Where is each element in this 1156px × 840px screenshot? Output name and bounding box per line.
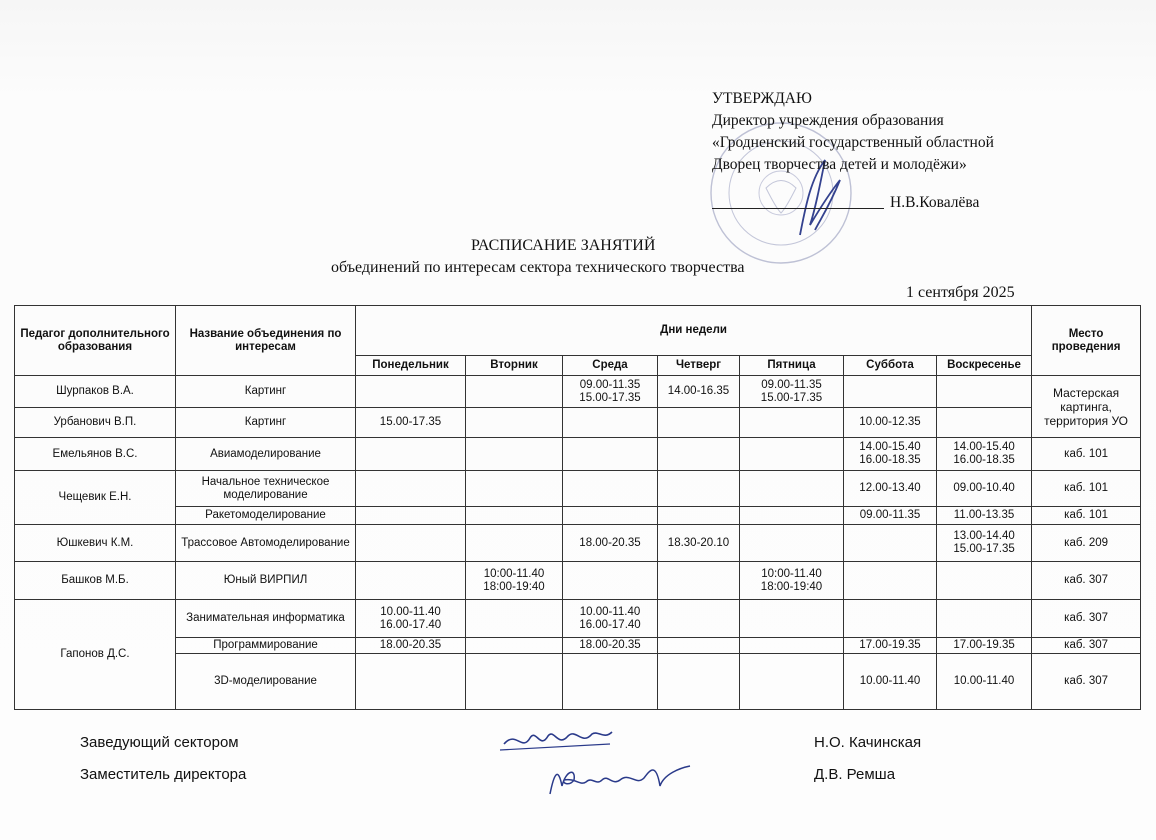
cell-place: Мастерская картинга, территория УО <box>1032 376 1141 438</box>
cell-saturday <box>844 525 937 562</box>
cell-sunday <box>937 600 1032 638</box>
time-slot: 10.00-11.40 <box>579 605 641 618</box>
cell-association: Занимательная информатика <box>176 600 356 638</box>
cell-saturday: 12.00-13.40 <box>844 471 937 507</box>
time-slot: 18:00-19:40 <box>483 580 545 593</box>
header-day-thursday: Четверг <box>658 356 740 376</box>
cell-tuesday <box>466 638 563 654</box>
table-row <box>15 654 1141 710</box>
signature-underline <box>712 208 884 209</box>
cell-teacher: Юшкевич К.М. <box>15 525 176 562</box>
approval-signer-name: Н.В.Ковалёва <box>890 194 980 211</box>
cell-friday <box>740 408 844 438</box>
cell-wednesday <box>563 507 658 525</box>
time-slot: 16.00-17.40 <box>579 618 641 631</box>
table-row <box>15 600 1141 638</box>
cell-place: каб. 101 <box>1032 471 1141 507</box>
cell-thursday <box>658 408 740 438</box>
cell-saturday <box>844 600 937 638</box>
cell-thursday <box>658 600 740 638</box>
cell-place: каб. 101 <box>1032 507 1141 525</box>
cell-monday <box>356 376 466 408</box>
time-slot: 10:00-11.40 <box>483 567 545 580</box>
header-day-sunday: Воскресенье <box>937 356 1032 376</box>
time-slot: 10.00-11.40 <box>380 605 441 618</box>
cell-tuesday <box>466 562 563 600</box>
cell-monday: 18.00-20.35 <box>356 638 466 654</box>
cell-place: каб. 307 <box>1032 600 1141 638</box>
cell-monday: 15.00-17.35 <box>356 408 466 438</box>
cell-association: Начальное техническое моделирование <box>176 471 356 507</box>
header-place: Место проведения <box>1032 306 1141 376</box>
cell-teacher: Гапонов Д.С. <box>15 600 176 710</box>
cell-saturday: 17.00-19.35 <box>844 638 937 654</box>
approval-block <box>712 88 994 214</box>
approval-signature-line <box>712 192 994 214</box>
footer-name-head-of-sector: Н.О. Качинская <box>814 734 922 751</box>
cell-sunday: 17.00-19.35 <box>937 638 1032 654</box>
cell-association: Картинг <box>176 408 356 438</box>
footer-role-head-of-sector: Заведующий сектором <box>80 734 239 751</box>
cell-friday <box>740 438 844 471</box>
title-subtitle: объединений по интересам сектора технического творчества <box>331 259 745 276</box>
cell-tuesday <box>466 408 563 438</box>
cell-tuesday <box>466 376 563 408</box>
cell-association: Ракетомоделирование <box>176 507 356 525</box>
cell-saturday <box>844 438 937 471</box>
time-slot: 15.00-17.35 <box>760 391 823 404</box>
header-teacher: Педагог дополнительного образования <box>15 306 176 376</box>
cell-wednesday <box>563 600 658 638</box>
approval-position: Директор учреждения образования <box>712 112 944 129</box>
cell-place: каб. 307 <box>1032 638 1141 654</box>
cell-wednesday <box>563 376 658 408</box>
cell-friday <box>740 376 844 408</box>
deputy-director-signature <box>540 756 700 806</box>
header-day-saturday: Суббота <box>844 356 937 376</box>
header-day-tuesday: Вторник <box>466 356 563 376</box>
cell-thursday <box>658 438 740 471</box>
cell-thursday <box>658 507 740 525</box>
cell-saturday <box>844 376 937 408</box>
cell-sunday: 10.00-11.40 <box>937 654 1032 710</box>
cell-teacher: Башков М.Б. <box>15 562 176 600</box>
schedule-date: 1 сентября 2025 <box>906 284 1015 301</box>
time-slot: 14.00-15.40 <box>953 441 1015 453</box>
cell-friday <box>740 638 844 654</box>
cell-association: Авиамоделирование <box>176 438 356 471</box>
cell-wednesday <box>563 562 658 600</box>
table-row <box>15 408 1141 438</box>
cell-teacher: Урбанович В.П. <box>15 408 176 438</box>
cell-saturday <box>844 562 937 600</box>
cell-sunday <box>937 438 1032 471</box>
header-association: Название объединения по интересам <box>176 306 356 376</box>
cell-sunday: 09.00-10.40 <box>937 471 1032 507</box>
table-row <box>15 525 1141 562</box>
cell-thursday: 14.00-16.35 <box>658 376 740 408</box>
header-days-group: Дни недели <box>356 306 1032 356</box>
approval-organization-line2: Дворец творчества детей и молодёжи» <box>712 156 967 173</box>
cell-wednesday: 18.00-20.35 <box>563 638 658 654</box>
header-day-monday: Понедельник <box>356 356 466 376</box>
cell-friday <box>740 600 844 638</box>
cell-sunday <box>937 525 1032 562</box>
cell-tuesday <box>466 600 563 638</box>
cell-wednesday <box>563 408 658 438</box>
cell-teacher: Шурпаков В.А. <box>15 376 176 408</box>
cell-friday <box>740 471 844 507</box>
cell-monday <box>356 600 466 638</box>
footer-name-deputy-director: Д.В. Ремша <box>814 766 896 783</box>
time-slot: 16.00-17.40 <box>379 618 442 631</box>
approval-organization-line1: «Гродненский государственный областной <box>712 134 994 151</box>
cell-monday <box>356 471 466 507</box>
time-slot: 18:00-19:40 <box>760 580 823 593</box>
cell-friday <box>740 562 844 600</box>
cell-friday <box>740 525 844 562</box>
cell-association: Программирование <box>176 638 356 654</box>
cell-teacher: Чещевик Е.Н. <box>15 471 176 525</box>
cell-wednesday <box>563 471 658 507</box>
cell-thursday <box>658 562 740 600</box>
cell-association: 3D-моделирование <box>176 654 356 710</box>
table-row <box>15 562 1141 600</box>
header-day-wednesday: Среда <box>563 356 658 376</box>
cell-tuesday <box>466 438 563 471</box>
table-row <box>15 638 1141 654</box>
cell-association: Юный ВИРПИЛ <box>176 562 356 600</box>
time-slot: 15.00-17.35 <box>579 391 641 404</box>
cell-thursday: 18.30-20.10 <box>658 525 740 562</box>
cell-wednesday: 18.00-20.35 <box>563 525 658 562</box>
time-slot: 10:00-11.40 <box>761 567 822 580</box>
cell-monday <box>356 438 466 471</box>
time-slot: 15.00-17.35 <box>953 543 1015 555</box>
cell-tuesday <box>466 525 563 562</box>
head-of-sector-signature <box>496 722 616 760</box>
cell-thursday <box>658 471 740 507</box>
cell-tuesday <box>466 654 563 710</box>
cell-association: Картинг <box>176 376 356 408</box>
cell-saturday: 09.00-11.35 <box>844 507 937 525</box>
footer-role-deputy-director: Заместитель директора <box>80 766 247 783</box>
time-slot: 14.00-15.40 <box>859 441 921 453</box>
cell-tuesday <box>466 471 563 507</box>
cell-place: каб. 101 <box>1032 438 1141 471</box>
cell-sunday: 11.00-13.35 <box>937 507 1032 525</box>
time-slot: 16.00-18.35 <box>953 454 1015 466</box>
time-slot: 09.00-11.35 <box>579 378 641 391</box>
cell-wednesday <box>563 438 658 471</box>
time-slot: 13.00-14.40 <box>953 530 1015 542</box>
cell-teacher: Емельянов В.С. <box>15 438 176 471</box>
table-row <box>15 507 1141 525</box>
cell-saturday: 10.00-12.35 <box>844 408 937 438</box>
cell-monday <box>356 562 466 600</box>
schedule-table <box>14 305 1141 710</box>
approval-heading: УТВЕРЖДАЮ <box>712 90 812 107</box>
cell-saturday: 10.00-11.40 <box>844 654 937 710</box>
header-day-friday: Пятница <box>740 356 844 376</box>
cell-sunday <box>937 562 1032 600</box>
cell-place: каб. 307 <box>1032 562 1141 600</box>
cell-place: каб. 209 <box>1032 525 1141 562</box>
cell-thursday <box>658 638 740 654</box>
time-slot: 16.00-18.35 <box>859 454 921 466</box>
table-row <box>15 376 1141 408</box>
cell-monday <box>356 654 466 710</box>
cell-thursday <box>658 654 740 710</box>
cell-wednesday <box>563 654 658 710</box>
cell-place: каб. 307 <box>1032 654 1141 710</box>
time-slot: 09.00-11.35 <box>761 378 822 391</box>
cell-sunday <box>937 408 1032 438</box>
title-main: РАСПИСАНИЕ ЗАНЯТИЙ <box>471 237 656 254</box>
cell-association: Трассовое Автомоделирование <box>176 525 356 562</box>
table-row <box>15 471 1141 507</box>
cell-friday <box>740 507 844 525</box>
cell-monday <box>356 525 466 562</box>
cell-tuesday <box>466 507 563 525</box>
cell-sunday <box>937 376 1032 408</box>
cell-monday <box>356 507 466 525</box>
table-row <box>15 438 1141 471</box>
cell-friday <box>740 654 844 710</box>
